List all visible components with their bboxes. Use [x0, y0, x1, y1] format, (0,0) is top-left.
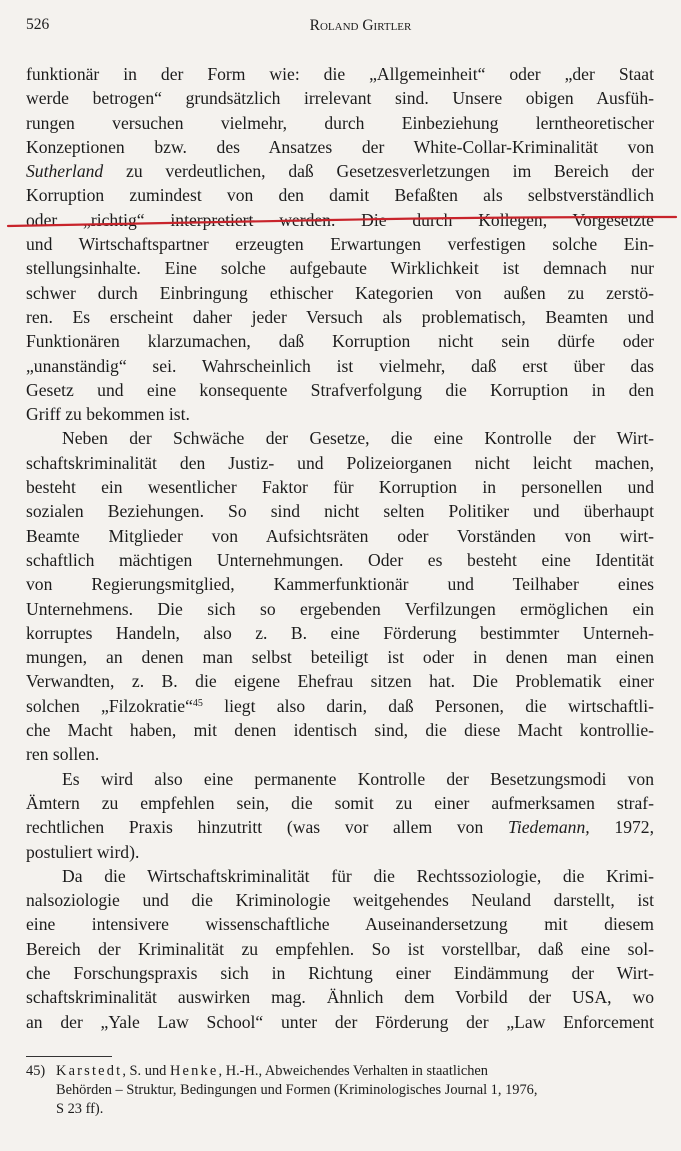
text-line-sutherland	[26, 159, 654, 183]
text-line: Griff zu bekommen ist.	[26, 404, 190, 425]
text-line: sozialen Beziehungen. So sind nicht selten Politiker und überhaupt	[26, 501, 654, 522]
body-text	[26, 62, 654, 1034]
text-line: Verwandten, z. B. die eigene Ehefrau sitzen hat. Die Problematik einer	[26, 671, 654, 692]
text-line: eine intensivere wissenschaftliche Auseinandersetzung mit diesem	[26, 914, 654, 935]
paragraph-2	[26, 426, 654, 766]
text-fragment: , S. und	[122, 1063, 170, 1079]
text-line: Funktionären klarzumachen, daß Korruption nicht sein dürfe oder	[26, 331, 654, 352]
text-line: Ämtern zu empfehlen sein, die somit zu einer aufmerksamen straf-	[26, 792, 654, 813]
text-line: besteht ein wesentlicher Faktor für Korruption in personellen und	[26, 477, 654, 498]
footnote-author: Karstedt	[56, 1063, 123, 1079]
text-line: Korruption zumindest von den damit Befaßten als selbstverständlich	[26, 185, 654, 206]
text-line-filzokratie	[26, 694, 654, 718]
text-line: schaftlich mächtigen Unternehmungen. Oder es besteht eine Identität	[26, 549, 654, 570]
text-fragment: rechtlichen Praxis hinzutritt (was vor allem von	[26, 817, 509, 838]
text-line: korruptes Handeln, also z. B. eine Förderung bestimmter Unterneh-	[26, 622, 654, 643]
author-name-sutherland: Sutherland	[26, 161, 104, 182]
text-line: funktionär in der Form wie: die „Allgemeinheit“ oder „der Staat	[26, 64, 654, 84]
footnote-divider	[26, 1056, 112, 1057]
text-line: ren. Es erscheint daher jeder Versuch als problematisch, Beamten und	[26, 306, 654, 327]
text-line: Da die Wirtschaftskriminalität für die Rechtssoziologie, die Krimi-	[62, 865, 654, 886]
text-line: schwer durch Einbringung ethischer Kategorien von außen zu zerstö-	[26, 282, 654, 303]
text-line: schaftskriminalität den Justiz- und Polizeiorganen nicht leicht machen,	[26, 452, 654, 473]
text-line-tiedemann	[26, 815, 654, 839]
text-line: che Forschungspraxis sich in Richtung einer Eindämmung der Wirt-	[26, 962, 654, 983]
paragraph-4	[26, 864, 654, 1034]
text-line: ren sollen.	[26, 744, 100, 765]
paragraph-1	[26, 62, 654, 426]
text-line: Gesetz und eine konsequente Strafverfolgung die Korruption in den	[26, 379, 654, 400]
text-line: oder „richtig“ interpretiert werden. Die durch Kollegen, Vorgesetzte	[26, 209, 654, 230]
text-line: Beamte Mitglieder von Aufsichtsräten oder Vorständen von wirt-	[26, 525, 654, 546]
text-line: che Macht haben, mit denen identisch sind, die diese Macht kontrollie-	[26, 720, 654, 741]
text-line: von Regierungsmitglied, Kammerfunktionär und Teilhaber eines	[26, 574, 654, 595]
footnote-author: Henke	[169, 1063, 219, 1079]
text-line: postuliert wird).	[26, 841, 140, 862]
page-number: 526	[26, 16, 50, 33]
footnote-mark: 45)	[26, 1063, 46, 1079]
paragraph-3	[26, 767, 654, 864]
text-line: „unanständig“ sei. Wahrscheinlich ist vielmehr, daß erst über das	[26, 355, 654, 376]
footnote	[26, 1062, 654, 1119]
page-header	[26, 14, 655, 38]
text-line: Unternehmens. Die sich so ergebenden Verfilzungen ermöglichen ein	[26, 598, 654, 619]
text-line: Es wird also eine permanente Kontrolle der Besetzungsmodi von	[62, 768, 654, 789]
footnote-reference: 45	[192, 697, 203, 709]
text-line: Konzeptionen bzw. des Ansatzes der White-Collar-Kriminalität von	[26, 136, 654, 157]
author-name-tiedemann: Tiedemann,	[508, 817, 590, 838]
text-fragment: 1972,	[589, 817, 654, 838]
text-line: an der „Yale Law School“ unter der Förderung der „Law Enforcement	[26, 1011, 654, 1032]
text-line: werde betrogen“ grundsätzlich irrelevant sind. Unsere obigen Ausfüh-	[26, 88, 654, 109]
text-line: mungen, an denen man selbst beteiligt ist oder in denen man einen	[26, 647, 654, 668]
footnote-line: Behörden – Struktur, Bedingungen und Formen (Kriminologisches Journal 1, 1976,	[56, 1082, 538, 1098]
text-fragment: zu verdeutlichen, daß Gesetzesverletzungen im Bereich der	[103, 161, 654, 182]
text-line: stellungsinhalte. Eine solche aufgebaute Wirklichkeit ist demnach nur	[26, 258, 654, 279]
text-line: Bereich der Kriminalität zu empfehlen. So ist vorstellbar, daß eine sol-	[26, 938, 654, 959]
text-line: schaftskriminalität auswirken mag. Ähnlich dem Vorbild der USA, wo	[26, 987, 654, 1008]
footnote-line	[56, 1062, 654, 1081]
text-line: Neben der Schwäche der Gesetze, die eine Kontrolle der Wirt-	[62, 428, 654, 449]
text-fragment: , H.-H., Abweichendes Verhalten in staatlichen	[218, 1063, 488, 1079]
running-head: Roland Girtler	[309, 17, 412, 34]
text-fragment: liegt also darin, daß Personen, die wirtschaftli-	[202, 695, 654, 716]
text-line: rungen versuchen vielmehr, durch Einbeziehung lerntheoretischer	[26, 112, 654, 133]
footnote-body	[56, 1062, 654, 1119]
text-line: nalsoziologie und die Kriminologie weitgehendes Neuland darstellt, ist	[26, 890, 654, 911]
text-line: und Wirtschaftspartner erzeugten Erwartungen verfestigen solche Ein-	[26, 234, 654, 255]
footnote-line: S 23 ff).	[56, 1101, 104, 1117]
text-fragment: solchen „Filzokratie“	[26, 695, 193, 716]
